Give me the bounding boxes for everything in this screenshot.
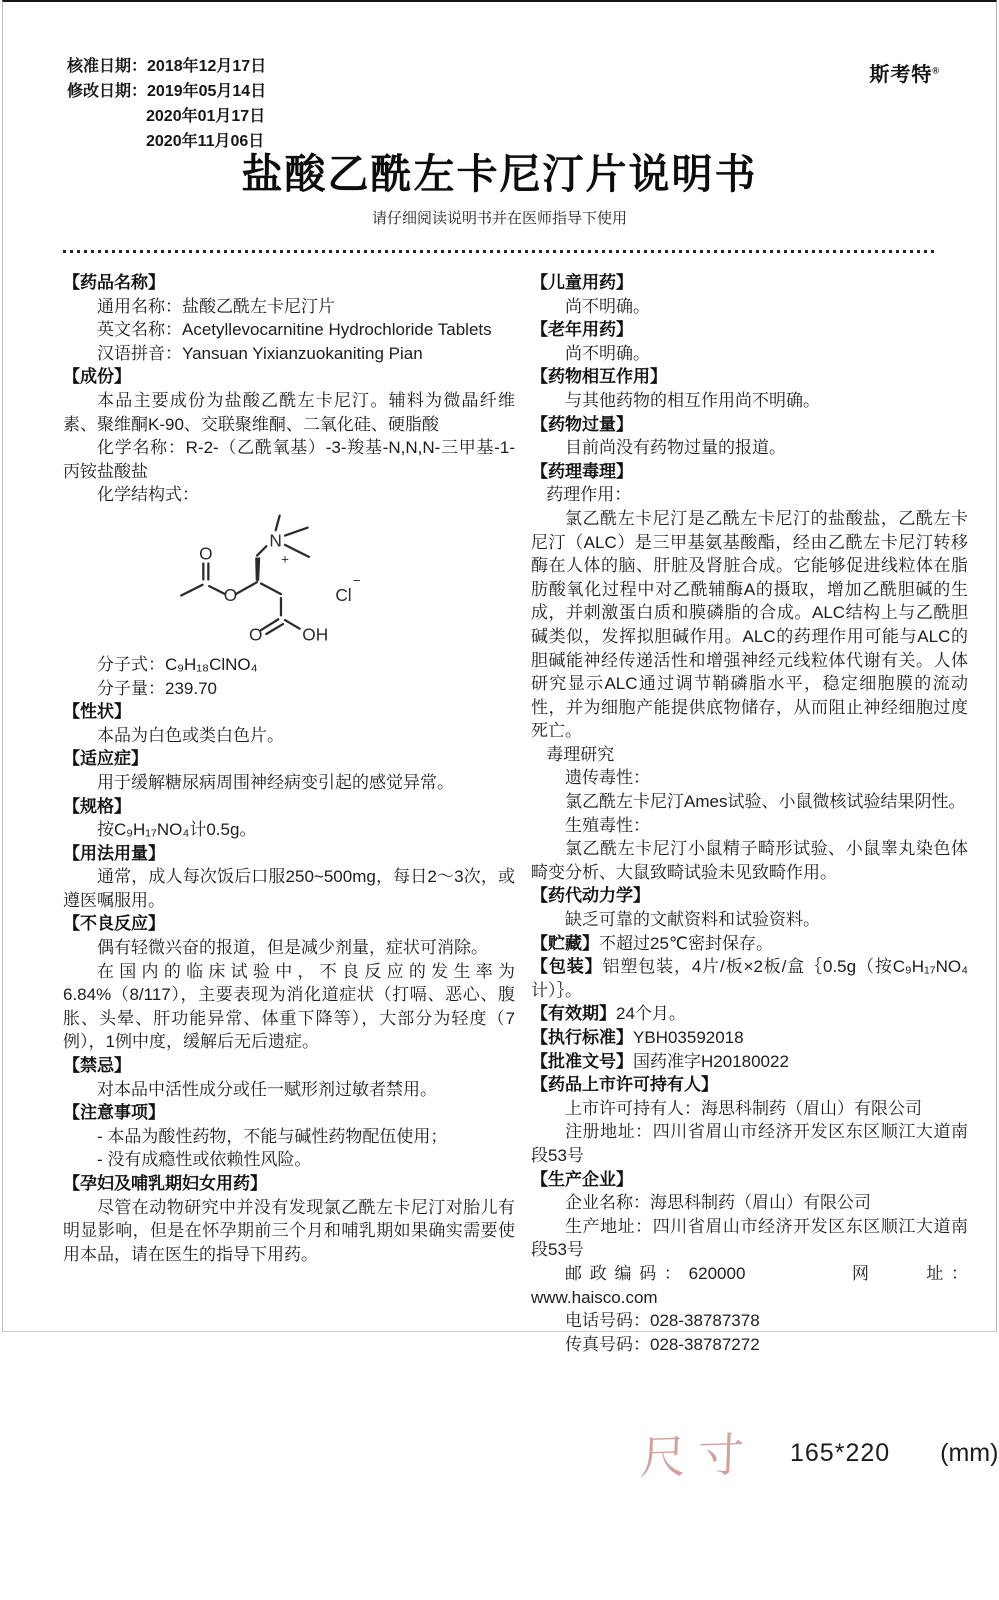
brand-name: 斯考特	[869, 64, 933, 86]
paragraph: 化学名称：R-2-（乙酰氧基）-3-羧基-N,N,N-三甲基-1-丙铵盐酸盐	[63, 438, 515, 481]
section-header: 【药品上市许可持有人】	[531, 1075, 718, 1095]
paragraph: 传真号码：028-38787272	[565, 1334, 760, 1354]
inline-section-header: 【包装】	[531, 957, 603, 977]
section-header: 【规格】	[63, 796, 131, 816]
handwritten-size-label: 尺寸	[639, 1427, 757, 1485]
paragraph	[531, 1050, 968, 1074]
minus-charge-label: −	[352, 572, 361, 588]
chemical-structure-diagram	[63, 507, 515, 653]
left-column	[63, 271, 515, 1356]
section-header: 【药物相互作用】	[531, 367, 667, 387]
registered-trademark-icon: ®	[932, 65, 940, 76]
paragraph: 遗传毒性：	[565, 768, 650, 788]
inline-section-text: 不超过25℃密封保存。	[599, 933, 774, 953]
chloride-label: Cl	[335, 584, 352, 605]
inline-section-header: 【批准文号】	[531, 1051, 633, 1071]
paragraph: 分子量：239.70	[97, 678, 217, 698]
paragraph: 通用名称：盐酸乙酰左卡尼汀片	[97, 296, 335, 316]
section-header: 【性状】	[63, 702, 131, 722]
nitrogen-label: N	[269, 530, 282, 551]
section-header: 【孕妇及哺乳期妇女用药】	[63, 1174, 267, 1193]
brand-logo	[869, 58, 940, 87]
approval-date-label: 核准日期：	[67, 58, 148, 75]
paragraph: 生产地址：四川省眉山市经济开发区东区顺江大道南段53号	[531, 1216, 968, 1260]
paragraph	[531, 955, 968, 1002]
section-header: 【儿童用药】	[531, 273, 633, 292]
carbonyl-oxygen-label: O	[199, 543, 213, 564]
section-header: 【成份】	[63, 367, 131, 387]
paragraph	[531, 1026, 968, 1050]
stereo-wedge-bond	[255, 557, 260, 580]
revision-date-value: 2020年01月17日	[146, 108, 266, 125]
paragraph: 本品为白色或类白色片。	[97, 725, 284, 745]
section-header: 【用法用量】	[63, 843, 165, 863]
paragraph: 对本品中活性成分或任一赋形剂过敏者禁用。	[97, 1079, 437, 1099]
section-header: 【老年用药】	[531, 320, 633, 340]
paragraph: - 没有成瘾性或依赖性风险。	[97, 1150, 312, 1170]
section-header: 【药代动力学】	[531, 886, 650, 906]
dashed-divider	[63, 250, 938, 253]
paragraph: 英文名称：Acetyllevocarnitine Hydrochloride Tablets	[97, 320, 492, 340]
paragraph: 生殖毒性：	[565, 815, 650, 835]
section-header: 【生产企业】	[531, 1169, 633, 1189]
revision-date-line	[67, 104, 266, 129]
paragraph: 与其他药物的相互作用尚不明确。	[565, 390, 820, 410]
ester-oxygen-label: O	[223, 584, 238, 605]
paragraph: 通常，成人每次饭后口服250~500mg，每日2～3次，或遵医嘱服用。	[63, 867, 515, 910]
paragraph: 企业名称：海思科制药（眉山）有限公司	[565, 1193, 871, 1213]
paragraph: 在国内的临床试验中，不良反应的发生率为6.84%（8/117），主要表现为消化道症状（打嗝、恶心、腹胀、头晕、肝功能异常、体重下降等），大部分为轻度（7例），1例中度，缓解后无后遗症。	[63, 961, 515, 1052]
content-columns	[63, 271, 968, 1356]
acid-oxygen-label: O	[248, 624, 263, 645]
page-title: 盐酸乙酰左卡尼汀片说明书	[241, 151, 758, 197]
paragraph: 尚不明确。	[565, 296, 650, 316]
paragraph: - 本品为酸性药物，不能与碱性药物配伍使用；	[97, 1126, 448, 1146]
section-header: 【不良反应】	[63, 914, 165, 934]
paragraph: 目前尚没有药物过量的报道。	[565, 438, 786, 458]
paragraph: 本品主要成份为盐酸乙酰左卡尼汀。辅料为微晶纤维素、聚维酮K-90、交联聚维酮、二氧化硅、硬脂酸	[63, 390, 515, 434]
approval-dates	[67, 54, 266, 154]
paragraph: 尚不明确。	[565, 343, 650, 363]
section-header: 【注意事项】	[63, 1103, 165, 1123]
inline-section-text: YBH03592018	[633, 1028, 744, 1047]
inline-section-header: 【有效期】	[531, 1004, 616, 1024]
section-header: 【药品名称】	[63, 273, 165, 292]
inline-section-text: 国药准字H20180022	[633, 1051, 789, 1071]
paragraph	[531, 1002, 968, 1026]
paragraph: 用于缓解糖尿病周围神经病变引起的感觉异常。	[97, 772, 454, 792]
right-column	[531, 271, 968, 1356]
paragraph: 氯乙酰左卡尼汀Ames试验、小鼠微核试验结果阴性。	[565, 792, 966, 812]
leaflet-sheet	[2, 0, 997, 1354]
paragraph: 上市许可持有人：海思科制药（眉山）有限公司	[565, 1098, 922, 1118]
section-header: 【药物过量】	[531, 414, 633, 434]
dimensions-value: 165*220	[790, 1438, 891, 1467]
inline-section-header: 【贮藏】	[531, 933, 599, 953]
approval-date-line	[67, 54, 266, 79]
paragraph: 毒理研究	[546, 744, 615, 764]
hydroxyl-label: OH	[302, 624, 329, 645]
paragraph: 汉语拼音：Yansuan Yixianzuokaniting Pian	[97, 343, 423, 363]
page-subtitle: 请仔细阅读说明书并在医师指导下使用	[371, 210, 627, 227]
revision-date-value: 2020年11月06日	[146, 133, 265, 150]
paragraph	[531, 932, 968, 956]
paragraph: 缺乏可靠的文献资料和试验资料。	[565, 910, 820, 930]
revision-date-value: 2019年05月14日	[147, 83, 267, 100]
paragraph: 尽管在动物研究中并没有发现氯乙酰左卡尼汀对胎儿有明显影响，但是在怀孕期前三个月和哺乳期如果确实需要使用本品，请在医生的指导下用药。	[63, 1197, 515, 1264]
size-annotation	[640, 1420, 998, 1486]
paragraph: 氯乙酰左卡尼汀是乙酰左卡尼汀的盐酸盐，乙酰左卡尼汀（ALC）是三甲基氨基酸酯，经由乙酰左卡尼汀转移酶在人体的脑、肝脏及肾脏合成。它能够促进线粒体在脂肪酸氧化过程中对乙酰辅酶A的摄取，增加乙酰胆碱的生成，并刺激蛋白质和膜磷脂的合成。ALC结构上与乙酰胆碱类似，发挥拟胆碱作用。ALC的药理作用可能与ALC的胆碱能神经传递活性和增强神经元线粒体代谢有关。人体研究显示ALC通过调节鞘磷脂水平，稳定细胞膜的流动性，并为细胞产能提供底物储存，从而阻止神经细胞过度死亡。	[531, 508, 968, 741]
paragraph: 按C₉H₁₇NO₄计0.5g。	[97, 820, 257, 840]
paragraph: 偶有轻微兴奋的报道，但是减少剂量，症状可消除。	[97, 938, 488, 958]
revision-date-label: 修改日期：	[67, 83, 148, 100]
paragraph: 药理作用：	[546, 485, 632, 505]
paragraph: 化学结构式：	[97, 485, 199, 505]
plus-charge-label: +	[281, 551, 289, 567]
approval-date-value: 2018年12月17日	[147, 58, 267, 75]
paragraph: 分子式：C₉H₁₈ClNO₄	[97, 654, 258, 674]
dimensions-unit: (mm)	[940, 1438, 999, 1467]
section-header: 【药理毒理】	[531, 461, 633, 481]
paragraph: 邮政编码：620000 网 址：www.haisco.com	[531, 1263, 968, 1307]
revision-date-line	[67, 79, 266, 104]
paragraph: 电话号码：028-38787378	[565, 1311, 760, 1331]
section-header: 【适应症】	[63, 749, 148, 769]
acetyl-levocarnitine-structure	[173, 513, 373, 646]
paragraph: 氯乙酰左卡尼汀小鼠精子畸形试验、小鼠睾丸染色体畸变分析、大鼠致畸试验未见致畸作用。	[531, 839, 968, 882]
section-header: 【禁忌】	[63, 1056, 131, 1076]
inline-section-text: 铝塑包装，4片/板×2板/盒｛0.5g（按C₉H₁₇NO₄计）｝。	[531, 957, 969, 1000]
paragraph: 注册地址：四川省眉山市经济开发区东区顺江大道南段53号	[531, 1122, 968, 1165]
inline-section-text: 24个月。	[616, 1004, 686, 1024]
inline-section-header: 【执行标准】	[531, 1028, 633, 1047]
